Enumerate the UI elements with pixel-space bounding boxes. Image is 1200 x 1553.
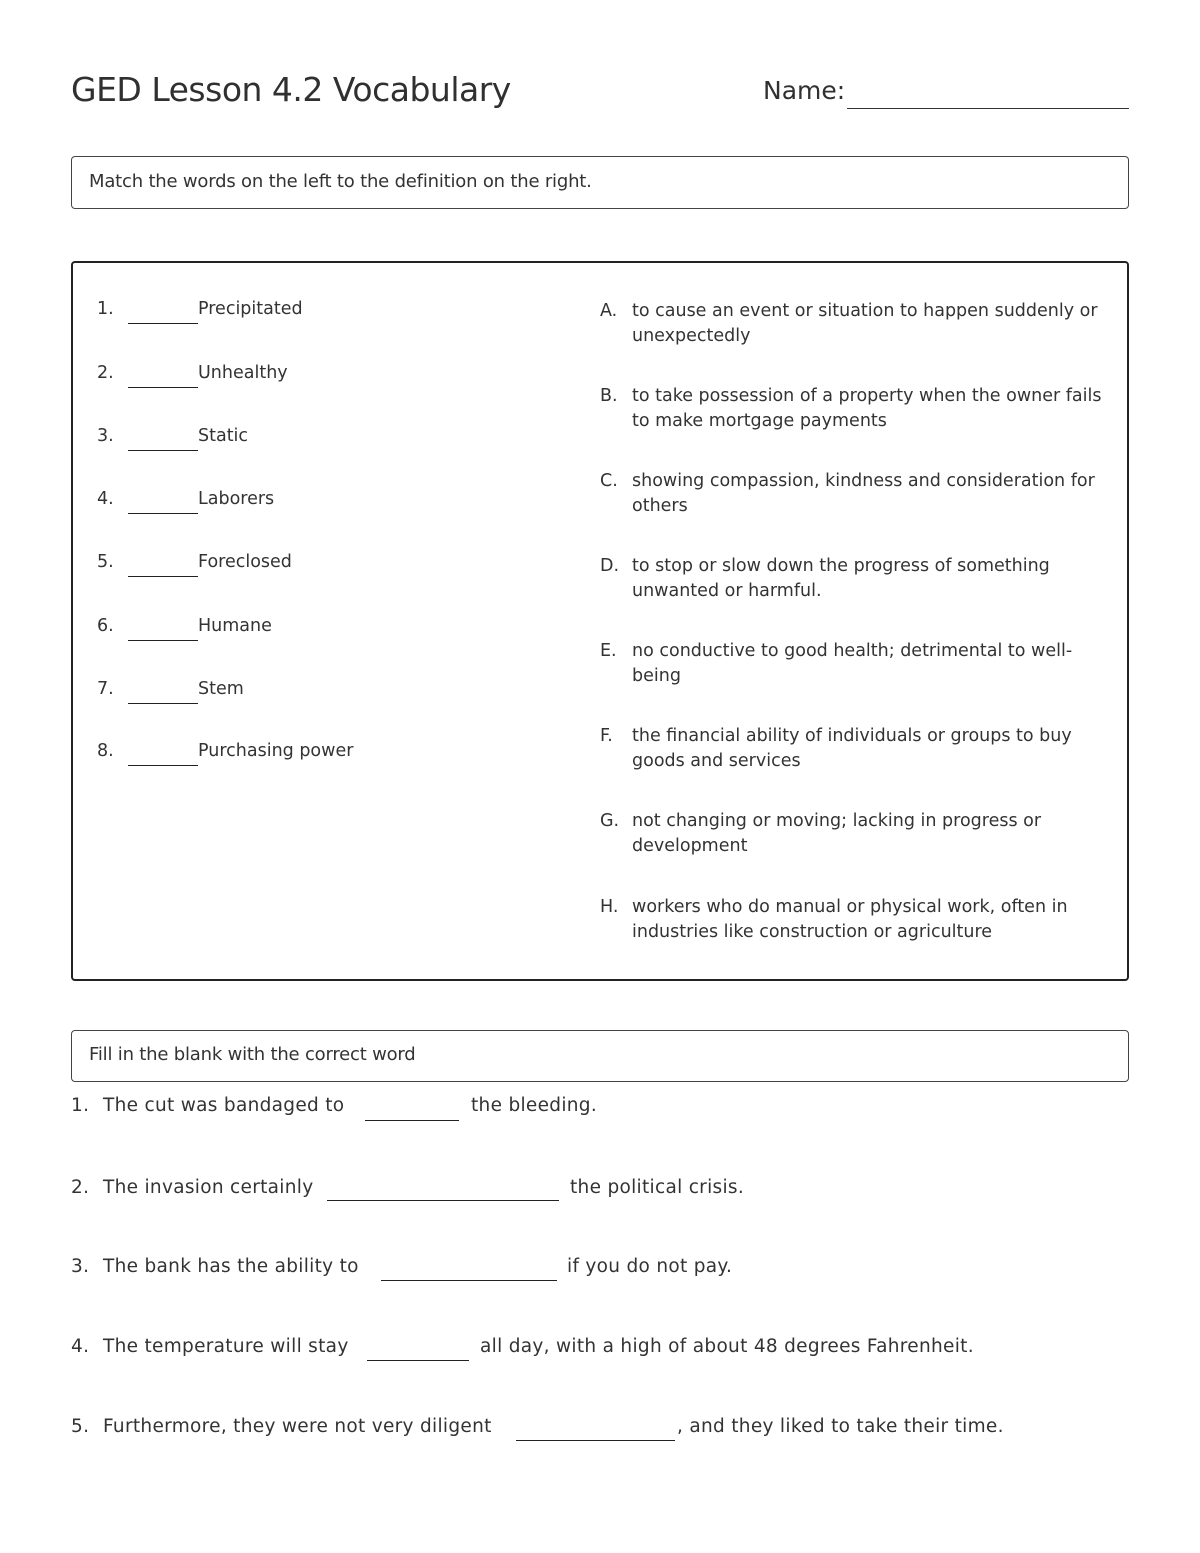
sentence-before: The cut was bandaged to	[103, 1095, 345, 1116]
definition-letter: A.	[600, 301, 618, 321]
term-number: 8.	[97, 741, 114, 761]
page-title: GED Lesson 4.2 Vocabulary	[71, 70, 511, 109]
answer-blank[interactable]	[128, 513, 198, 514]
term-word: Static	[198, 426, 249, 446]
definition-text: not changing or moving; lacking in progress or development	[632, 811, 1042, 856]
sentence-number: 1.	[71, 1095, 90, 1116]
name-label: Name:	[763, 76, 846, 105]
definition-text: to stop or slow down the progress of something unwanted or harmful.	[632, 556, 1050, 601]
sentence-blank[interactable]	[367, 1360, 469, 1361]
term-word: Foreclosed	[198, 552, 292, 572]
definition-text: to take possession of a property when the owner fails to make mortgage payments	[632, 386, 1102, 431]
term-word: Humane	[198, 616, 272, 636]
definition-letter: D.	[600, 556, 620, 576]
sentence-number: 3.	[71, 1256, 90, 1277]
term-word: Laborers	[198, 489, 275, 509]
definition-text: no conductive to good health; detrimental to well-being	[632, 641, 1073, 686]
sentence-before: Furthermore, they were not very diligent	[103, 1416, 492, 1437]
sentence-blank[interactable]	[516, 1440, 675, 1441]
sentence-after: the political crisis.	[570, 1177, 745, 1198]
sentence-after: if you do not pay.	[567, 1256, 733, 1277]
answer-blank[interactable]	[128, 765, 198, 766]
sentence-before: The temperature will stay	[103, 1336, 349, 1357]
definition-letter: C.	[600, 471, 618, 491]
answer-blank[interactable]	[128, 323, 198, 324]
term-number: 5.	[97, 552, 114, 572]
sentence-before: The invasion certainly	[103, 1177, 314, 1198]
definition-letter: H.	[600, 897, 619, 917]
term-number: 6.	[97, 616, 114, 636]
definition-letter: G.	[600, 811, 620, 831]
term-number: 2.	[97, 363, 114, 383]
definition-text: showing compassion, kindness and consideration for others	[632, 471, 1095, 516]
answer-blank[interactable]	[128, 640, 198, 641]
sentence-after: , and they liked to take their time.	[677, 1416, 1004, 1437]
sentence-before: The bank has the ability to	[103, 1256, 359, 1277]
term-number: 7.	[97, 679, 114, 699]
definition-text: the financial ability of individuals or groups to buy goods and services	[632, 726, 1072, 771]
term-word: Purchasing power	[198, 741, 354, 761]
term-number: 3.	[97, 426, 114, 446]
matching-instruction: Match the words on the left to the definition on the right.	[89, 171, 592, 192]
answer-blank[interactable]	[128, 450, 198, 451]
answer-blank[interactable]	[128, 576, 198, 577]
term-number: 1.	[97, 299, 114, 319]
sentence-after: the bleeding.	[471, 1095, 598, 1116]
definition-letter: B.	[600, 386, 618, 406]
name-field-line[interactable]	[847, 108, 1129, 109]
definition-letter: E.	[600, 641, 617, 661]
sentence-blank[interactable]	[365, 1120, 459, 1121]
sentence-blank[interactable]	[327, 1200, 559, 1201]
sentence-number: 4.	[71, 1336, 90, 1357]
term-word: Unhealthy	[198, 363, 288, 383]
sentence-after: all day, with a high of about 48 degrees Fahrenheit.	[480, 1336, 974, 1357]
term-word: Precipitated	[198, 299, 303, 319]
definition-letter: F.	[600, 726, 613, 746]
definition-text: to cause an event or situation to happen suddenly or unexpectedly	[632, 301, 1098, 346]
sentence-number: 5.	[71, 1416, 90, 1437]
definition-text: workers who do manual or physical work, often in industries like construction or agriculture	[632, 897, 1068, 942]
answer-blank[interactable]	[128, 387, 198, 388]
fill-instruction: Fill in the blank with the correct word	[89, 1044, 416, 1065]
sentence-blank[interactable]	[381, 1280, 557, 1281]
term-number: 4.	[97, 489, 114, 509]
term-word: Stem	[198, 679, 244, 699]
sentence-number: 2.	[71, 1177, 90, 1198]
answer-blank[interactable]	[128, 703, 198, 704]
